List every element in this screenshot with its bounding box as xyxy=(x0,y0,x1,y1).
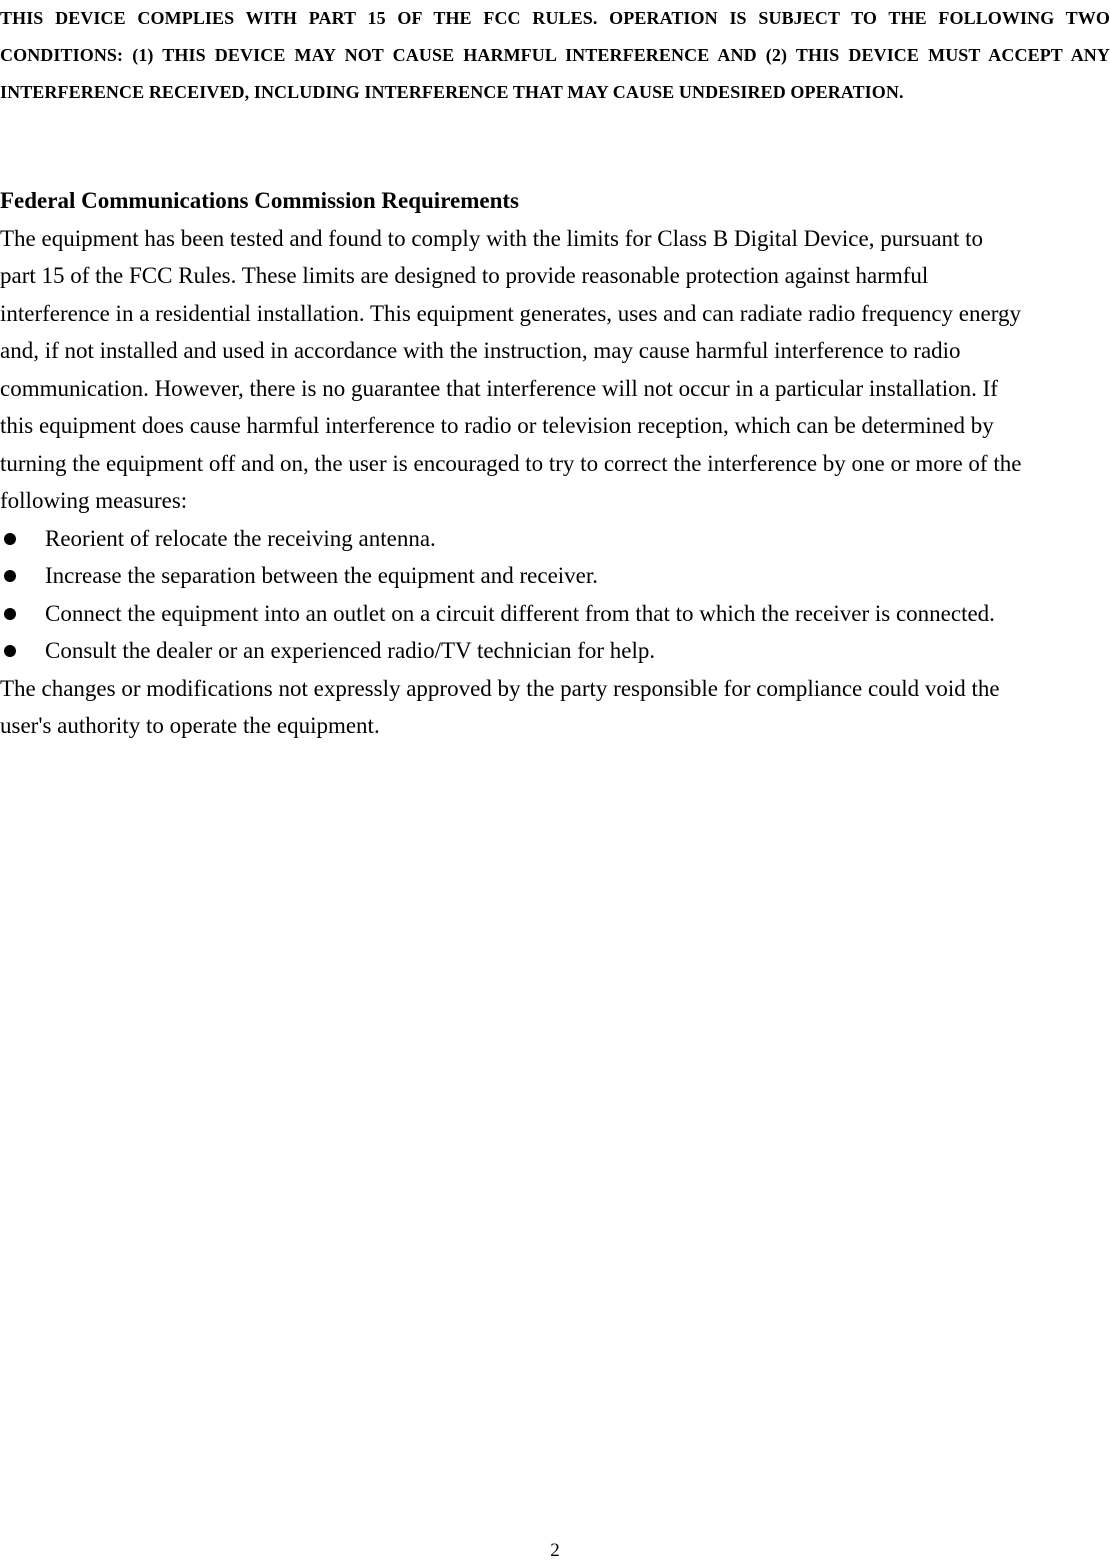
bullet-icon xyxy=(4,570,16,582)
list-item-text: Reorient of relocate the receiving antenna. xyxy=(45,525,436,551)
closing-paragraph xyxy=(0,670,1110,745)
paragraph-line: this equipment does cause harmful interference to radio or television reception, which can be determined by xyxy=(0,413,994,438)
paragraph-line: interference in a residential installation. This equipment generates, uses and can radiate radio frequency energy xyxy=(0,300,1021,326)
list-item xyxy=(0,557,1110,595)
requirements-paragraph xyxy=(0,220,1110,520)
measures-list xyxy=(0,520,1110,670)
list-item xyxy=(0,520,1110,558)
paragraph-line: The changes or modifications not expressly approved by the party responsible for compliance could void the xyxy=(0,675,1000,701)
list-item-text: Connect the equipment into an outlet on a circuit different from that to which the receiver is connected. xyxy=(45,600,995,626)
list-item-text: Consult the dealer or an experienced radio/TV technician for help. xyxy=(45,638,656,663)
paragraph-line: and, if not installed and used in accordance with the instruction, may cause harmful interference to radio xyxy=(0,338,961,363)
list-item xyxy=(0,632,1110,670)
bullet-icon xyxy=(4,645,16,657)
paragraph-line: turning the equipment off and on, the user is encouraged to try to correct the interference by one or more of the xyxy=(0,450,1022,476)
paragraph-line: user's authority to operate the equipment. xyxy=(0,713,380,738)
list-item xyxy=(0,595,1110,633)
fcc-compliance-notice: THIS DEVICE COMPLIES WITH PART 15 OF THE FCC RULES. OPERATION IS SUBJECT TO THE FOLLOWING TWO CONDITIONS: (1) THIS DEVICE MAY NOT CAUSE HARMFUL INTERFERENCE AND (2) THIS DEVICE MUST ACCEPT ANY INTERFERENCE RECEIVED, INCLUDING INTERFERENCE THAT MAY CAUSE UNDESIRED OPERATION. xyxy=(0,8,1110,102)
page-number: 2 xyxy=(550,1540,560,1561)
paragraph-line: The equipment has been tested and found to comply with the limits for Class B Digital Device, pursuant to xyxy=(0,225,984,251)
paragraph-line: part 15 of the FCC Rules. These limits are designed to provide reasonable protection against harmful xyxy=(0,263,929,288)
section-heading: Federal Communications Commission Requirements xyxy=(0,188,519,213)
paragraph-line: following measures: xyxy=(0,488,188,513)
bullet-icon xyxy=(4,533,16,545)
paragraph-line: communication. However, there is no guarantee that interference will not occur in a particular installation. If xyxy=(0,375,998,401)
list-item-text: Increase the separation between the equipment and receiver. xyxy=(45,563,599,588)
bullet-icon xyxy=(4,608,16,620)
fcc-requirements-section xyxy=(0,182,1110,745)
